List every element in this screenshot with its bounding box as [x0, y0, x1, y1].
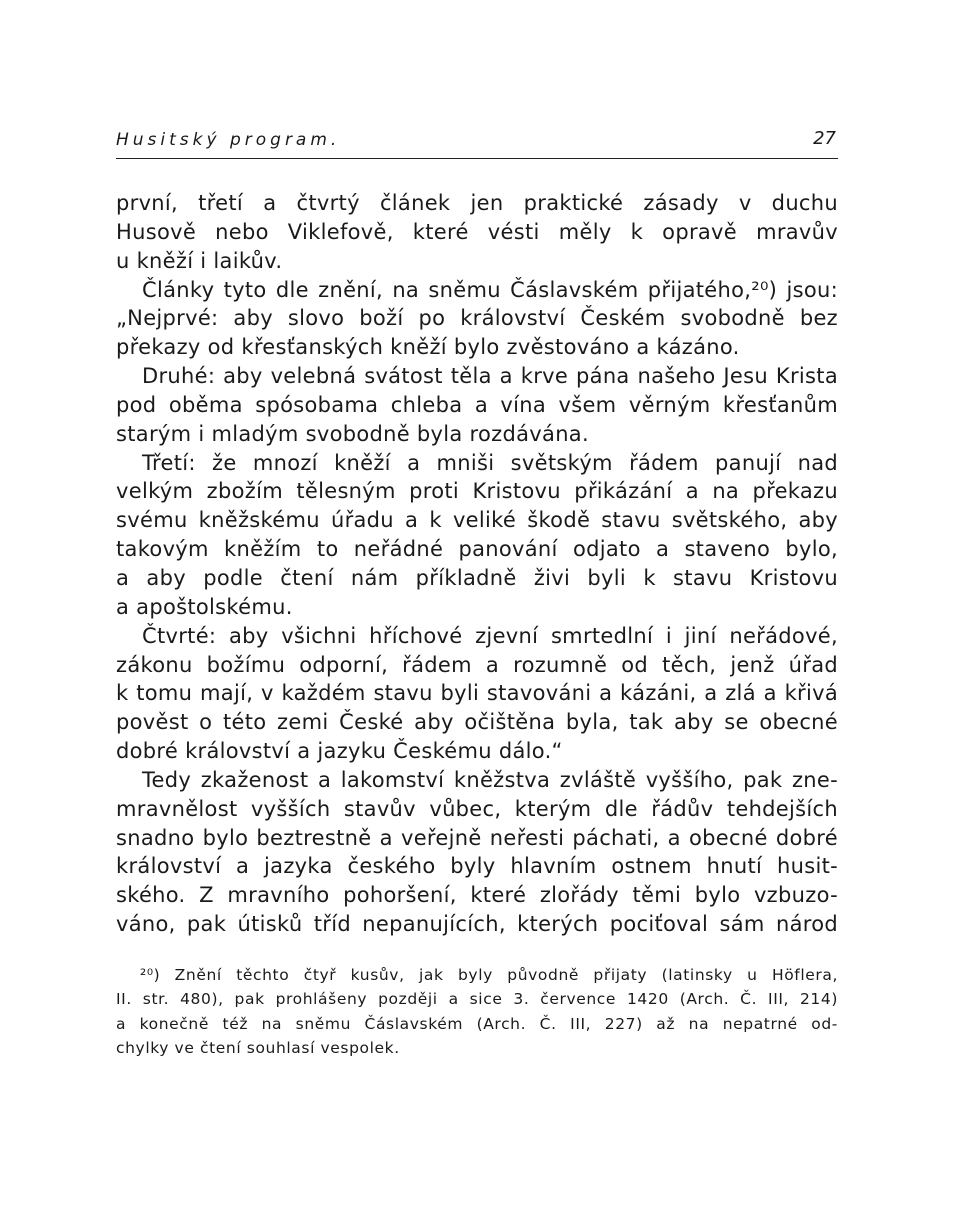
text-line: pověst o této zemi České aby očištěna byla, tak aby se obecné [116, 710, 838, 735]
text-line: zákonu božímu odporní, řádem a rozumně od těch, jenž úřad [116, 652, 838, 677]
running-head [116, 128, 838, 159]
text-line: Čtvrté: aby všichni hříchové zjevní smrtedlní i jiní neřádové, [142, 623, 838, 648]
text-line: Druhé: aby velebná svátost těla a krve pána našeho Jesu Krista [142, 364, 838, 389]
page-number: 27 [813, 128, 836, 149]
book-page [116, 128, 838, 1061]
footnote-line: chylky ve čtení souhlasí vespolek. [116, 1039, 400, 1058]
text-line: a aby podle čtení nám příkladně živi byli k stavu Kristovu [116, 565, 838, 590]
footnote [116, 963, 838, 1061]
running-title: Husitský program. [116, 130, 341, 150]
text-line: Články tyto dle znění, na sněmu Čáslavském přijatého,²⁰) jsou: [142, 277, 838, 302]
text-line: ského. Z mravního pohoršení, které zlořády těmi bylo vzbuzo- [116, 883, 838, 908]
text-line: váno, pak útisků tříd nepanujících, kterých pociťoval sám národ [116, 912, 838, 937]
text-line: „Nejprvé: aby slovo boží po království Českém svobodně bez [116, 306, 838, 331]
footnote-line: ²⁰) Znění těchto čtyř kusův, jak byly původně přijaty (latinsky u Höflera, [140, 965, 838, 984]
body-text [116, 189, 838, 939]
text-line: snadno bylo beztrestně a veřejně neřesti páchati, a obecné dobré [116, 825, 838, 850]
text-line: velkým zbožím tělesným proti Kristovu přikázání a na překazu [116, 479, 838, 504]
text-line: svému kněžskému úřadu a k veliké škodě stavu světského, aby [116, 508, 838, 533]
footnote-line: a konečně též na sněmu Čáslavském (Arch. Č. III, 227) až na nepatrné od- [116, 1014, 838, 1033]
text-line: mravnělost vyšších stavův vůbec, kterým dle řádův tehdejších [116, 796, 838, 821]
text-line: Třetí: že mnozí kněží a mniši světským řádem panují nad [142, 450, 838, 475]
text-line: království a jazyka českého byly hlavním ostnem hnutí husit- [116, 854, 838, 879]
footnote-line: II. str. 480), pak prohlášeny později a sice 3. července 1420 (Arch. Č. III, 214) [116, 990, 838, 1009]
text-line: Husově nebo Viklefově, které vésti měly k opravě mravův [116, 219, 838, 244]
text-line: k tomu mají, v každém stavu byli stavováni a kázáni, a zlá a křivá [116, 681, 838, 706]
text-line: první, třetí a čtvrtý článek jen praktické zásady v duchu [116, 191, 838, 215]
text-line: starým i mladým svobodně byla rozdávána. [116, 421, 589, 446]
text-line: u kněží i laikův. [116, 248, 283, 273]
text-line: dobré království a jazyku Českému dálo.“ [116, 739, 563, 764]
text-line: překazy od křesťanských kněží bylo zvěstováno a kázáno. [116, 335, 740, 360]
text-line: Tedy zkaženost a lakomství kněžstva zvláště vyššího, pak zne- [142, 767, 838, 792]
text-line: pod oběma spósobama chleba a vína všem věrným křesťanům [116, 392, 838, 417]
text-line: takovým kněžím to neřádné panování odjato a staveno bylo, [116, 537, 838, 562]
text-line: a apoštolskému. [116, 594, 293, 619]
